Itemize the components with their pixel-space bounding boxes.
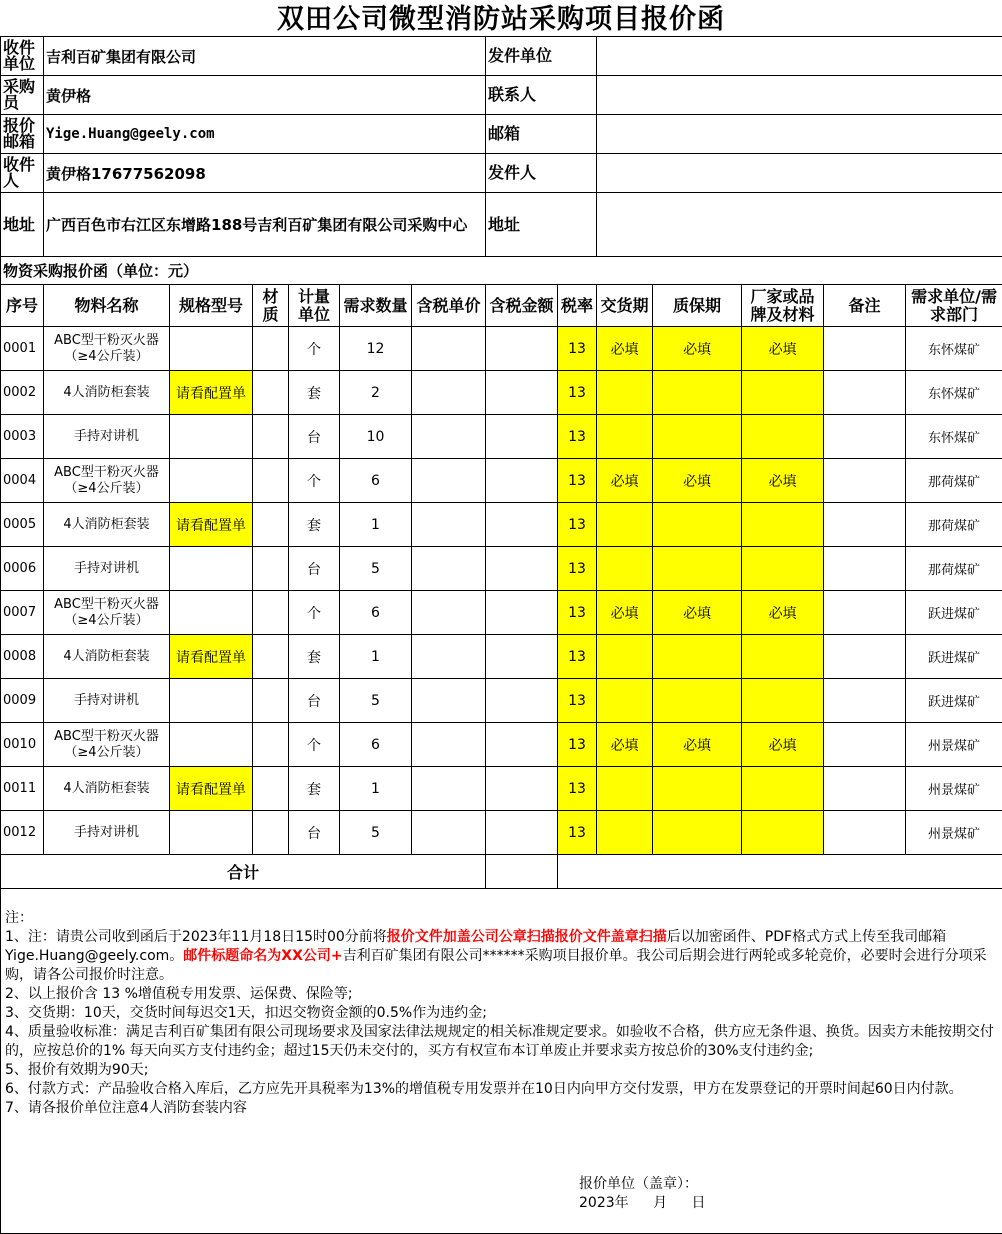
info-label: 报价邮箱	[1, 115, 44, 154]
info-value: 吉利百矿集团有限公司	[44, 37, 486, 76]
column-header: 材质	[253, 285, 289, 327]
seq-cell: 0005	[1, 503, 44, 547]
section-title: 物资采购报价函（单位：元）	[1, 257, 1002, 285]
info-label-right: 联系人	[486, 76, 597, 115]
table-row	[1, 679, 1002, 723]
note-text: 后以加密函件、PDF格式方式上传至我司邮箱Yige.Huang@geely.com。	[5, 929, 946, 964]
seq-cell: 0011	[1, 767, 44, 811]
spec-cell: 请看配置单	[170, 503, 253, 547]
table-row	[1, 635, 1002, 679]
column-header: 计量单位	[289, 285, 340, 327]
amount-cell[interactable]	[486, 591, 558, 635]
info-label-right: 发件单位	[486, 37, 597, 76]
spec-cell	[170, 459, 253, 503]
material-cell[interactable]	[253, 459, 289, 503]
remark-cell[interactable]	[824, 371, 906, 415]
note-emphasis: 邮件标题命名为XX公司+	[183, 948, 342, 964]
info-label: 收件单位	[1, 37, 44, 76]
table-row	[1, 591, 1002, 635]
department-cell: 州景煤矿	[906, 723, 1002, 767]
unit-price-cell[interactable]	[412, 371, 486, 415]
spec-cell	[170, 547, 253, 591]
department-cell: 东怀煤矿	[906, 327, 1002, 371]
unit-cell: 个	[289, 459, 340, 503]
material-cell[interactable]	[253, 811, 289, 855]
quantity-cell: 1	[340, 767, 412, 811]
brand-cell[interactable]	[742, 767, 824, 811]
delivery-cell[interactable]	[597, 811, 653, 855]
brand-cell[interactable]	[742, 503, 824, 547]
header-row	[1, 285, 1002, 327]
quantity-cell: 12	[340, 327, 412, 371]
seq-cell: 0007	[1, 591, 44, 635]
unit-price-cell[interactable]	[412, 547, 486, 591]
tax-rate-cell: 13	[558, 635, 597, 679]
spec-cell	[170, 415, 253, 459]
column-header: 含税单价	[412, 285, 486, 327]
tax-rate-cell: 13	[558, 503, 597, 547]
info-value: 广西百色市右江区东增路188号吉利百矿集团有限公司采购中心	[44, 193, 486, 257]
unit-price-cell[interactable]	[412, 591, 486, 635]
unit-price-cell[interactable]	[412, 811, 486, 855]
department-cell: 那荷煤矿	[906, 459, 1002, 503]
material-name-cell: ABC型干粉灭火器（≥4公斤装）	[44, 723, 170, 767]
info-label: 地址	[1, 193, 44, 257]
delivery-cell[interactable]	[597, 371, 653, 415]
amount-cell[interactable]	[486, 767, 558, 811]
warranty-cell[interactable]: 必填	[653, 327, 742, 371]
signature-date: 2023年 月 日	[579, 1194, 706, 1213]
remark-cell[interactable]	[824, 811, 906, 855]
brand-cell[interactable]	[742, 547, 824, 591]
remark-cell[interactable]	[824, 459, 906, 503]
unit-cell: 台	[289, 811, 340, 855]
brand-cell[interactable]	[742, 371, 824, 415]
info-value-right[interactable]	[597, 193, 1002, 257]
unit-cell: 台	[289, 547, 340, 591]
unit-price-cell[interactable]	[412, 679, 486, 723]
material-name-cell: 手持对讲机	[44, 679, 170, 723]
warranty-cell[interactable]	[653, 503, 742, 547]
delivery-cell[interactable]	[597, 547, 653, 591]
note-2: 2、以上报价含 13 %增值税专用发票、运保费、保险等;	[5, 985, 1000, 1004]
remark-cell[interactable]	[824, 591, 906, 635]
amount-cell[interactable]	[486, 415, 558, 459]
info-value-right[interactable]	[597, 154, 1002, 193]
brand-cell[interactable]	[742, 635, 824, 679]
warranty-cell[interactable]	[653, 679, 742, 723]
delivery-cell[interactable]	[597, 635, 653, 679]
material-name-cell: 4人消防柜套装	[44, 635, 170, 679]
tax-rate-cell: 13	[558, 415, 597, 459]
warranty-cell[interactable]	[653, 767, 742, 811]
column-header: 质保期	[653, 285, 742, 327]
remark-cell[interactable]	[824, 415, 906, 459]
delivery-cell[interactable]	[597, 767, 653, 811]
column-header: 序号	[1, 285, 44, 327]
tax-rate-cell: 13	[558, 327, 597, 371]
warranty-cell[interactable]	[653, 547, 742, 591]
warranty-cell[interactable]	[653, 415, 742, 459]
unit-price-cell[interactable]	[412, 503, 486, 547]
unit-cell: 套	[289, 635, 340, 679]
department-cell: 东怀煤矿	[906, 371, 1002, 415]
amount-cell[interactable]	[486, 547, 558, 591]
material-cell[interactable]	[253, 635, 289, 679]
delivery-cell[interactable]: 必填	[597, 591, 653, 635]
delivery-cell[interactable]: 必填	[597, 459, 653, 503]
department-cell: 那荷煤矿	[906, 547, 1002, 591]
unit-cell: 台	[289, 415, 340, 459]
department-cell: 那荷煤矿	[906, 503, 1002, 547]
unit-cell: 个	[289, 591, 340, 635]
material-name-cell: ABC型干粉灭火器（≥4公斤装）	[44, 591, 170, 635]
info-value: Yige.Huang@geely.com	[44, 115, 486, 154]
remark-cell[interactable]	[824, 503, 906, 547]
section-row	[1, 257, 1002, 285]
info-label-right: 发件人	[486, 154, 597, 193]
note-1	[5, 928, 1000, 985]
seq-cell: 0001	[1, 327, 44, 371]
info-label: 收件人	[1, 154, 44, 193]
quantity-cell: 10	[340, 415, 412, 459]
total-amount-cell[interactable]	[486, 855, 558, 889]
warranty-cell[interactable]	[653, 635, 742, 679]
total-row	[1, 855, 1002, 889]
quotation-table	[0, 36, 1002, 1234]
delivery-cell[interactable]: 必填	[597, 723, 653, 767]
total-label: 合计	[1, 855, 486, 889]
department-cell: 跃进煤矿	[906, 591, 1002, 635]
spec-cell: 请看配置单	[170, 635, 253, 679]
quantity-cell: 5	[340, 811, 412, 855]
info-row	[1, 115, 1002, 154]
page-title: 双田公司微型消防站采购项目报价函	[0, 0, 1002, 36]
amount-cell[interactable]	[486, 723, 558, 767]
remark-cell[interactable]	[824, 547, 906, 591]
seq-cell: 0004	[1, 459, 44, 503]
table-row	[1, 459, 1002, 503]
tax-rate-cell: 13	[558, 371, 597, 415]
note-7: 7、请各报价单位注意4人消防套装内容	[5, 1099, 1000, 1118]
material-cell[interactable]	[253, 371, 289, 415]
note-text: 吉利百矿集团有限公司******采购项目报价单。我公司后期会进行两轮或多轮竞价，必要时会进行分项采购，请各公司报价时注意。	[5, 948, 987, 983]
tax-rate-cell: 13	[558, 767, 597, 811]
info-value: 黄伊格	[44, 76, 486, 115]
notes-heading: 注：	[5, 909, 1000, 928]
spec-cell	[170, 811, 253, 855]
material-cell[interactable]	[253, 767, 289, 811]
spec-cell	[170, 591, 253, 635]
seq-cell: 0003	[1, 415, 44, 459]
material-cell[interactable]	[253, 547, 289, 591]
amount-cell[interactable]	[486, 327, 558, 371]
amount-cell[interactable]	[486, 811, 558, 855]
warranty-cell[interactable]: 必填	[653, 459, 742, 503]
info-row	[1, 193, 1002, 257]
brand-cell[interactable]: 必填	[742, 591, 824, 635]
column-header: 规格型号	[170, 285, 253, 327]
remark-cell[interactable]	[824, 635, 906, 679]
material-name-cell: 手持对讲机	[44, 811, 170, 855]
warranty-cell[interactable]	[653, 811, 742, 855]
remark-cell[interactable]	[824, 679, 906, 723]
info-value: 黄伊格17677562098	[44, 154, 486, 193]
table-row	[1, 547, 1002, 591]
info-label: 采购员	[1, 76, 44, 115]
tax-rate-cell: 13	[558, 679, 597, 723]
amount-cell[interactable]	[486, 503, 558, 547]
quantity-cell: 6	[340, 591, 412, 635]
department-cell: 跃进煤矿	[906, 635, 1002, 679]
table-row	[1, 371, 1002, 415]
remark-cell[interactable]	[824, 767, 906, 811]
spec-cell: 请看配置单	[170, 767, 253, 811]
amount-cell[interactable]	[486, 371, 558, 415]
spec-cell	[170, 679, 253, 723]
column-header: 交货期	[597, 285, 653, 327]
material-name-cell: 4人消防柜套装	[44, 767, 170, 811]
material-name-cell: 手持对讲机	[44, 415, 170, 459]
note-5: 5、报价有效期为90天;	[5, 1061, 1000, 1080]
delivery-cell[interactable]	[597, 415, 653, 459]
material-name-cell: 4人消防柜套装	[44, 371, 170, 415]
spec-cell: 请看配置单	[170, 371, 253, 415]
seq-cell: 0008	[1, 635, 44, 679]
note-4: 4、质量验收标准：满足吉利百矿集团有限公司现场要求及国家法律法规规定的相关标准规定要求。如验收不合格，供方应无条件退、换货。因卖方未能按期交付的，应按总价的1% 每天向买方支付违约金；超过15天仍未交付的，买方有权宣布本订单废止并要求卖方按总价的30%支付违约金;	[5, 1023, 1000, 1061]
info-value-right[interactable]	[597, 37, 1002, 76]
table-row	[1, 415, 1002, 459]
info-row	[1, 37, 1002, 76]
brand-cell[interactable]: 必填	[742, 327, 824, 371]
brand-cell[interactable]: 必填	[742, 459, 824, 503]
tax-rate-cell: 13	[558, 547, 597, 591]
unit-price-cell[interactable]	[412, 767, 486, 811]
brand-cell[interactable]: 必填	[742, 723, 824, 767]
material-cell[interactable]	[253, 591, 289, 635]
info-value-right[interactable]	[597, 76, 1002, 115]
seq-cell: 0012	[1, 811, 44, 855]
info-row	[1, 154, 1002, 193]
delivery-cell[interactable]	[597, 503, 653, 547]
note-3: 3、交货期：10天，交货时间每迟交1天，扣迟交物资金额的0.5%作为违约金;	[5, 1004, 1000, 1023]
unit-price-cell[interactable]	[412, 415, 486, 459]
material-cell[interactable]	[253, 503, 289, 547]
notes-row	[1, 889, 1002, 1234]
info-label-right: 邮箱	[486, 115, 597, 154]
spec-cell	[170, 327, 253, 371]
tax-rate-cell: 13	[558, 591, 597, 635]
unit-cell: 个	[289, 327, 340, 371]
warranty-cell[interactable]: 必填	[653, 723, 742, 767]
material-cell[interactable]	[253, 415, 289, 459]
delivery-cell[interactable]: 必填	[597, 327, 653, 371]
table-row	[1, 723, 1002, 767]
unit-price-cell[interactable]	[412, 723, 486, 767]
quantity-cell: 1	[340, 503, 412, 547]
quantity-cell: 5	[340, 679, 412, 723]
warranty-cell[interactable]: 必填	[653, 591, 742, 635]
seq-cell: 0002	[1, 371, 44, 415]
department-cell: 州景煤矿	[906, 811, 1002, 855]
total-blank-cell	[558, 855, 1002, 889]
material-cell[interactable]	[253, 679, 289, 723]
info-label-right: 地址	[486, 193, 597, 257]
delivery-cell[interactable]	[597, 679, 653, 723]
notes-block	[1, 889, 1002, 1234]
column-header: 备注	[824, 285, 906, 327]
column-header: 含税金额	[486, 285, 558, 327]
table-row	[1, 503, 1002, 547]
material-cell[interactable]	[253, 723, 289, 767]
amount-cell[interactable]	[486, 679, 558, 723]
spec-cell	[170, 723, 253, 767]
column-header: 物料名称	[44, 285, 170, 327]
note-emphasis: 报价文件加盖公司公章扫描报价文件盖章扫描	[387, 929, 667, 945]
material-cell[interactable]	[253, 327, 289, 371]
seq-cell: 0010	[1, 723, 44, 767]
column-header: 需求单位/需求部门	[906, 285, 1002, 327]
unit-cell: 台	[289, 679, 340, 723]
table-row	[1, 811, 1002, 855]
table-row	[1, 767, 1002, 811]
signature-label: 报价单位（盖章）：	[579, 1175, 698, 1194]
brand-cell[interactable]	[742, 679, 824, 723]
quantity-cell: 6	[340, 723, 412, 767]
unit-price-cell[interactable]	[412, 635, 486, 679]
quantity-cell: 1	[340, 635, 412, 679]
seq-cell: 0009	[1, 679, 44, 723]
quantity-cell: 2	[340, 371, 412, 415]
brand-cell[interactable]	[742, 811, 824, 855]
material-name-cell: 4人消防柜套装	[44, 503, 170, 547]
tax-rate-cell: 13	[558, 811, 597, 855]
amount-cell[interactable]	[486, 459, 558, 503]
warranty-cell[interactable]	[653, 371, 742, 415]
department-cell: 东怀煤矿	[906, 415, 1002, 459]
remark-cell[interactable]	[824, 327, 906, 371]
column-header: 厂家或品牌及材料	[742, 285, 824, 327]
note-6: 6、付款方式：产品验收合格入库后，乙方应先开具税率为13%的增值税专用发票并在10日内向甲方交付发票，甲方在发票登记的开票时间起60日内付款。	[5, 1080, 1000, 1099]
info-row	[1, 76, 1002, 115]
unit-cell: 套	[289, 503, 340, 547]
column-header: 需求数量	[340, 285, 412, 327]
column-header: 税率	[558, 285, 597, 327]
material-name-cell: 手持对讲机	[44, 547, 170, 591]
table-row	[1, 327, 1002, 371]
amount-cell[interactable]	[486, 635, 558, 679]
material-name-cell: ABC型干粉灭火器（≥4公斤装）	[44, 327, 170, 371]
quantity-cell: 6	[340, 459, 412, 503]
unit-price-cell[interactable]	[412, 459, 486, 503]
note-text: 1、注：请贵公司收到函后于2023年11月18日15时00分前将	[5, 929, 387, 945]
seq-cell: 0006	[1, 547, 44, 591]
info-value-right[interactable]	[597, 115, 1002, 154]
remark-cell[interactable]	[824, 723, 906, 767]
brand-cell[interactable]	[742, 415, 824, 459]
material-name-cell: ABC型干粉灭火器（≥4公斤装）	[44, 459, 170, 503]
department-cell: 州景煤矿	[906, 767, 1002, 811]
unit-price-cell[interactable]	[412, 327, 486, 371]
department-cell: 跃进煤矿	[906, 679, 1002, 723]
unit-cell: 个	[289, 723, 340, 767]
unit-cell: 套	[289, 371, 340, 415]
tax-rate-cell: 13	[558, 459, 597, 503]
tax-rate-cell: 13	[558, 723, 597, 767]
quantity-cell: 5	[340, 547, 412, 591]
unit-cell: 套	[289, 767, 340, 811]
